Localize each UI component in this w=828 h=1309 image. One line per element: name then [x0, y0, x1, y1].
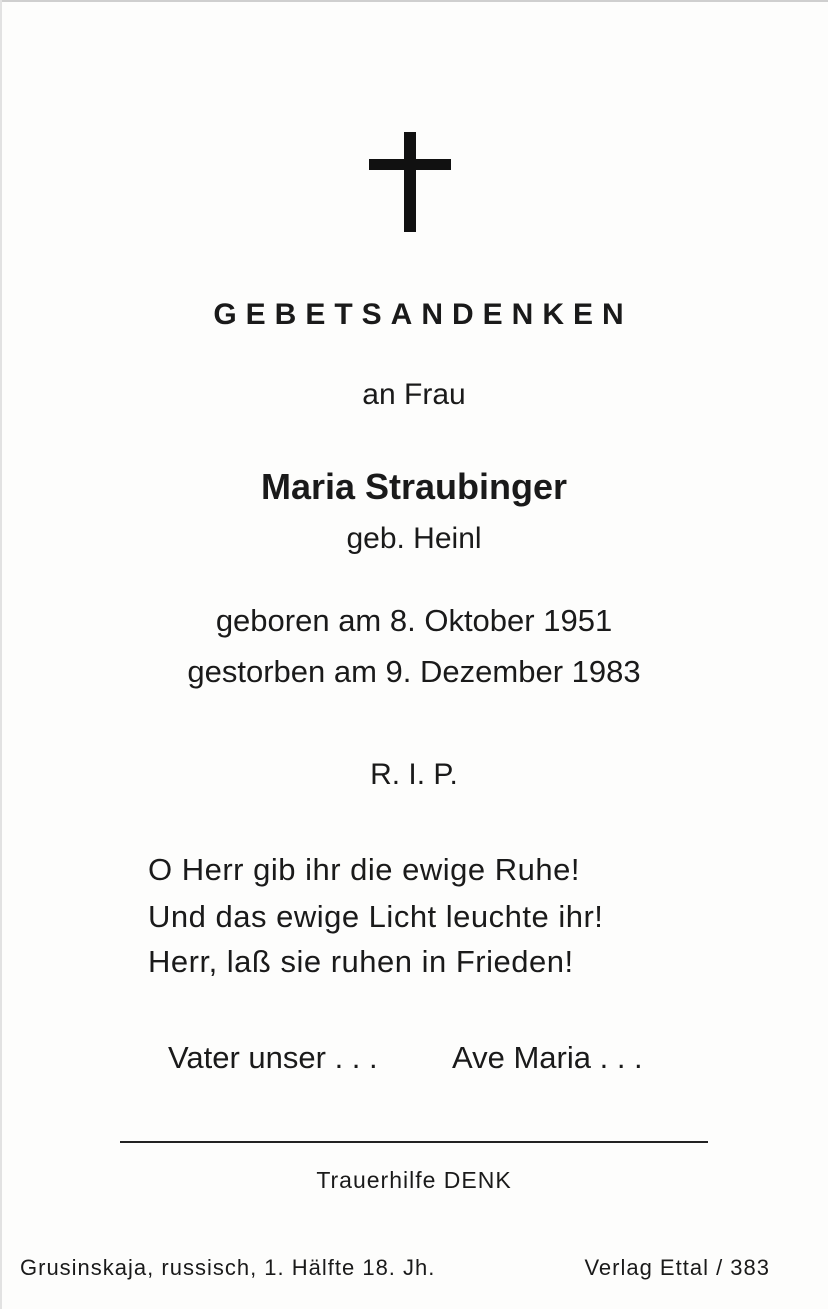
maiden-name: geb. Heinl	[346, 522, 482, 555]
image-credit: Grusinskaja, russisch, 1. Hälfte 18. Jh.	[20, 1255, 436, 1280]
prayer-line: Und das ewige Licht leuchte ihr!	[148, 899, 604, 934]
card-edge-top	[0, 0, 828, 2]
cross-horizontal-bar	[369, 159, 451, 170]
cross-vertical-bar	[404, 132, 416, 232]
cross-icon	[369, 132, 451, 232]
funeral-service: Trauerhilfe DENK	[316, 1167, 512, 1193]
salutation: an Frau	[362, 378, 466, 411]
publisher: Verlag Ettal / 383	[584, 1255, 770, 1280]
divider-line	[120, 1141, 708, 1143]
rip-text: R. I. P.	[370, 758, 458, 791]
closing-prayer-vater-unser: Vater unser . . .	[168, 1040, 378, 1075]
prayer-line: Herr, laß sie ruhen in Frieden!	[148, 944, 574, 979]
card-heading: GEBETSANDENKEN	[213, 298, 633, 331]
death-date: gestorben am 9. Dezember 1983	[187, 654, 641, 689]
birth-date: geboren am 8. Oktober 1951	[215, 603, 613, 638]
closing-prayer-ave-maria: Ave Maria . . .	[452, 1040, 643, 1075]
deceased-name: Maria Straubinger	[260, 466, 568, 507]
prayer-line: O Herr gib ihr die ewige Ruhe!	[148, 852, 580, 887]
